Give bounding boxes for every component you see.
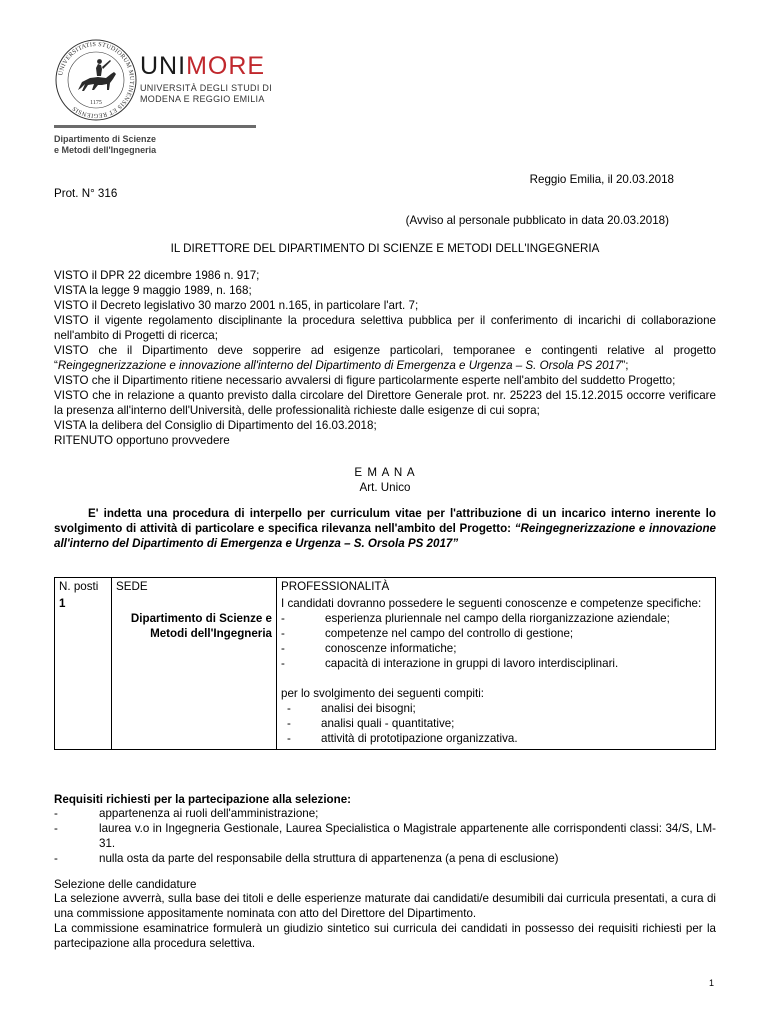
visto-esigenze — [54, 343, 716, 373]
table-header-row — [55, 578, 716, 596]
vista-delibera: VISTA la delibera del Consiglio di Dipartimento del 16.03.2018; — [54, 419, 377, 432]
header-posti: N. posti — [55, 578, 112, 596]
visto-figure: VISTO che il Dipartimento ritiene necessario avvalersi di figure particolarmente esperte nell'ambito del suddetto Progetto; — [54, 374, 676, 387]
cell-sede: Dipartimento di Scienze e Metodi dell'Ingegneria — [112, 595, 277, 750]
list-item: - esperienza pluriennale nel campo della riorganizzazione aziendale; — [281, 611, 711, 626]
table-row — [55, 595, 716, 750]
cell-posti: 1 — [55, 595, 112, 750]
department-line-1: Dipartimento di Scienze — [54, 134, 157, 144]
selezione-paragraph-1: La selezione avverrà, sulla base dei titoli e delle esperienze maturate dai candidati/e desumibili dai curricula presentati, a cura di una commissione appositamente nominata con atto del Direttore del Dipartimento. — [54, 892, 716, 920]
list-item: - appartenenza ai ruoli dell'amministrazione; — [54, 806, 716, 821]
department-line-2: e Metodi dell'Ingegneria — [54, 145, 157, 155]
visto-esigenze-project: Reingegnerizzazione e innovazione all'interno del Dipartimento di Emergenza e Urgenza – S. Orsola PS 2017 — [57, 359, 622, 372]
department-label — [54, 134, 156, 156]
visto-esigenze-end: ”; — [621, 359, 629, 372]
brand-uni: UNI — [140, 52, 187, 80]
list-item: - nulla osta da parte del responsabile della struttura di appartenenza (a pena di esclusione) — [54, 851, 716, 866]
university-seal-logo — [54, 38, 138, 122]
visto-dpr: VISTO il DPR 22 dicembre 1986 n. 917; — [54, 269, 260, 282]
compiti-list — [281, 701, 711, 746]
positions-table — [54, 577, 716, 750]
indetta-paragraph — [54, 506, 716, 551]
avviso-note: (Avviso al personale pubblicato in data 20.03.2018) — [405, 214, 669, 227]
list-item: - conoscenze informatiche; — [281, 641, 711, 656]
brand-more: MORE — [186, 52, 266, 80]
seal-year: 1175 — [90, 100, 102, 106]
emana-heading: E M A N A — [354, 466, 416, 479]
requisiti-title: Requisiti richiesti per la partecipazione alla selezione: — [54, 793, 352, 806]
cell-professionalita — [277, 595, 716, 750]
visto-circolare: VISTO che in relazione a quanto previsto dalla circolare del Direttore Generale prot. nr. 25223 del 15.12.2015 occorre verificare la presenza all'interno dell'Università, delle professionalità richieste dalle esigenze di cui sopra; — [54, 389, 716, 417]
premises-block — [54, 268, 716, 448]
place-date: Reggio Emilia, il 20.03.2018 — [529, 173, 674, 186]
visto-legge: VISTA la legge 9 maggio 1989, n. 168; — [54, 284, 252, 297]
visto-decreto: VISTO il Decreto legislativo 30 marzo 2001 n.165, in particolare l'art. 7; — [54, 299, 419, 312]
requisiti-list — [54, 806, 716, 866]
conoscenze-list — [281, 611, 711, 671]
protocol-number: Prot. N° 316 — [54, 187, 118, 200]
visto-esigenze-text: VISTO che il Dipartimento deve sopperire ad esigenze particolari, temporanee e contingenti relative al progetto “ — [54, 344, 716, 372]
header-divider — [54, 125, 256, 128]
brand-subtitle-1: UNIVERSITÀ DEGLI STUDI DI — [140, 83, 273, 93]
document-title: IL DIRETTORE DEL DIPARTIMENTO DI SCIENZE E METODI DELL'INGEGNERIA — [170, 242, 600, 255]
selezione-paragraph-2: La commissione esaminatrice formulerà un giudizio sintetico sui curricula dei candidati in possesso dei requisiti richiesti per la partecipazione alla procedura selettiva. — [54, 922, 716, 950]
horse-rider-icon — [78, 59, 116, 91]
compiti-intro: per lo svolgimento dei seguenti compiti: — [281, 687, 484, 700]
unimore-brand — [140, 52, 272, 104]
list-item: - competenze nel campo del controllo di gestione; — [281, 626, 711, 641]
art-unico: Art. Unico — [359, 481, 411, 494]
visto-regolamento: VISTO il vigente regolamento disciplinante la procedura selettiva pubblica per il conferimento di incarichi di collaborazione nell'ambito di Progetti di ricerca; — [54, 314, 716, 342]
seal-text: UNIVERSITATIS STUDIORUM MUTINENSIS ET REGIENSIS — [57, 40, 136, 120]
selezione-title: Selezione delle candidature — [54, 878, 197, 891]
indetta-text: E' indetta una procedura di interpello per curriculum vitae per l'attribuzione di un incarico interno inerente lo svolgimento di attività di particolare e specifica rilevanza nell'ambito del Progetto: — [54, 507, 716, 535]
list-item: - laurea v.o in Ingegneria Gestionale, Laurea Specialistica o Magistrale appartenente alle corrispondenti classi: 34/S, LM-31. — [54, 821, 716, 851]
header-professionalita: PROFESSIONALITÀ — [277, 578, 716, 596]
ritenuto: RITENUTO opportuno provvedere — [54, 434, 230, 447]
indetta-project: “Reingegnerizzazione e innovazione all'interno del Dipartimento di Emergenza e Urgenza – S. Orsola PS 2017” — [54, 522, 716, 550]
prof-intro: I candidati dovranno possedere le seguenti conoscenze e competenze specifiche: — [281, 597, 702, 610]
brand-subtitle-2: MODENA E REGGIO EMILIA — [140, 93, 265, 104]
page-number: 1 — [709, 978, 715, 988]
header-sede: SEDE — [112, 578, 277, 596]
list-item: - analisi quali - quantitative; — [281, 716, 711, 731]
list-item: - attività di prototipazione organizzativa. — [281, 731, 711, 746]
list-item: - analisi dei bisogni; — [281, 701, 711, 716]
brand-name — [140, 52, 272, 80]
list-item: - capacità di interazione in gruppi di lavoro interdisciplinari. — [281, 656, 711, 671]
